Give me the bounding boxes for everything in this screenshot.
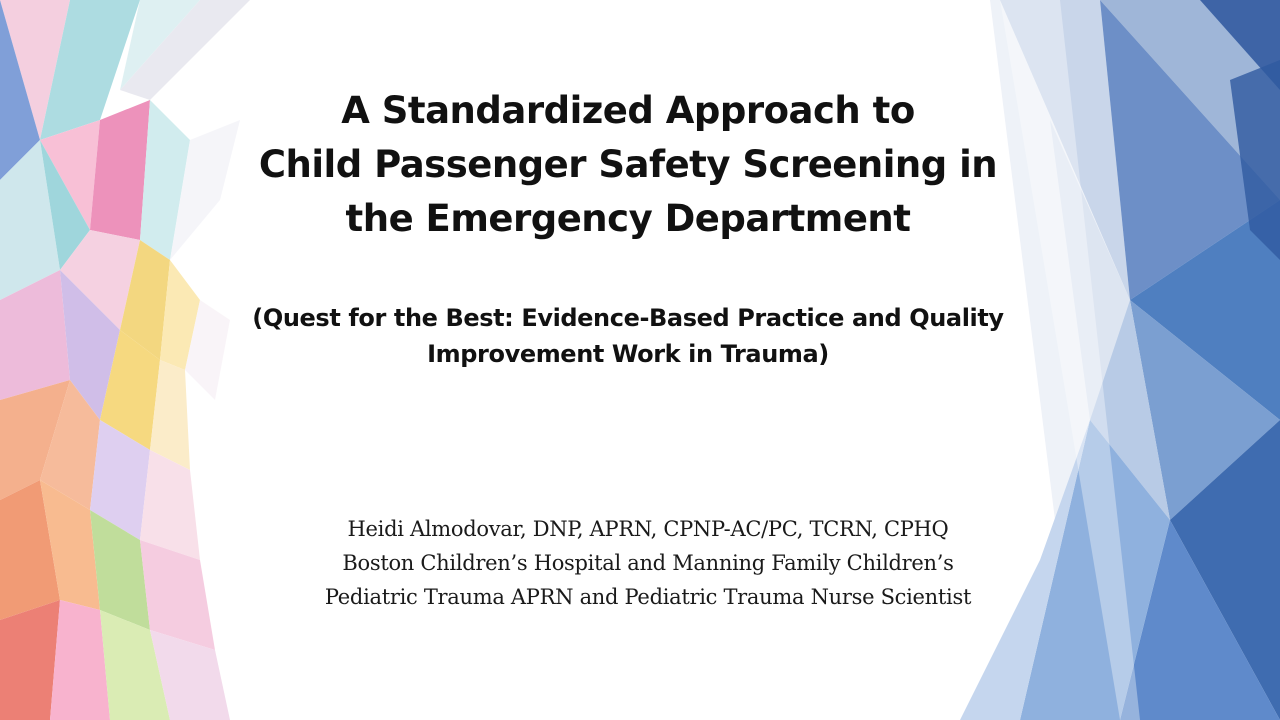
- author-block: [270, 512, 1026, 614]
- author-affiliation: Boston Children’s Hospital and Manning Family Children’s: [342, 551, 954, 575]
- subtitle-line: Improvement Work in Trauma): [427, 340, 829, 368]
- title-line: A Standardized Approach to: [341, 89, 915, 132]
- title-line: Child Passenger Safety Screening in: [258, 143, 998, 186]
- subtitle-line: (Quest for the Best: Evidence-Based Practice and Quality: [252, 304, 1004, 332]
- slide-subtitle: [226, 300, 1030, 372]
- author-role: Pediatric Trauma APRN and Pediatric Trauma Nurse Scientist: [324, 585, 972, 609]
- slide-title: [240, 84, 1016, 246]
- author-name: Heidi Almodovar, DNP, APRN, CPNP-AC/PC, TCRN, CPHQ: [347, 517, 949, 541]
- title-line: the Emergency Department: [345, 197, 911, 240]
